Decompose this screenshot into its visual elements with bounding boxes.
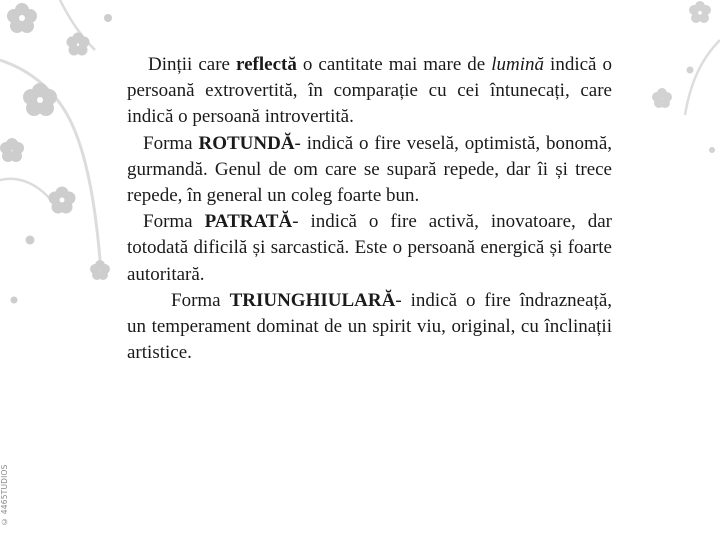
- segment: - indică o fire activă, inovatoare, dar totodată dificilă și sarcastică. Este o persoană energică și foarte autoritară.: [127, 211, 613, 285]
- flower-group-right: [652, 1, 720, 153]
- segment-bold: TRIUNGHIULARĂ: [229, 289, 396, 311]
- segment: Forma: [143, 211, 205, 233]
- segment: - indică o fire veselă, optimistă, bonomă, gurmandă. Genul de om care se supară repede, dar îi și trece repede, în general un coleg foarte bun.: [127, 132, 613, 207]
- paragraph-triangular-shape: [127, 288, 612, 367]
- segment-bold: reflectă: [236, 54, 297, 75]
- paragraph-teeth-brightness: [127, 52, 612, 131]
- segment-bold: ROTUNDĂ: [198, 132, 295, 154]
- paragraph-round-shape: [127, 131, 612, 210]
- segment: Dinții care: [148, 54, 237, 75]
- segment-bold: PATRATĂ: [204, 211, 293, 233]
- segment: indică o persoană extrovertită, în comparație cu cei întunecați, care indică o persoană introvertită.: [127, 54, 612, 128]
- segment: Forma: [171, 289, 230, 311]
- segment-italic: lumină: [491, 54, 545, 75]
- segment: o cantitate mai mare de: [296, 54, 492, 75]
- segment: Forma: [143, 132, 199, 154]
- credit-watermark: © 4465TUDIOS: [0, 464, 9, 526]
- paragraph-square-shape: [127, 209, 612, 288]
- segment: - indică o fire îndrazneață, un temperament dominat de un spirit viu, original, cu înclinații artistice.: [127, 289, 613, 364]
- text-body: [127, 52, 612, 366]
- flower-group-left: [0, 3, 112, 304]
